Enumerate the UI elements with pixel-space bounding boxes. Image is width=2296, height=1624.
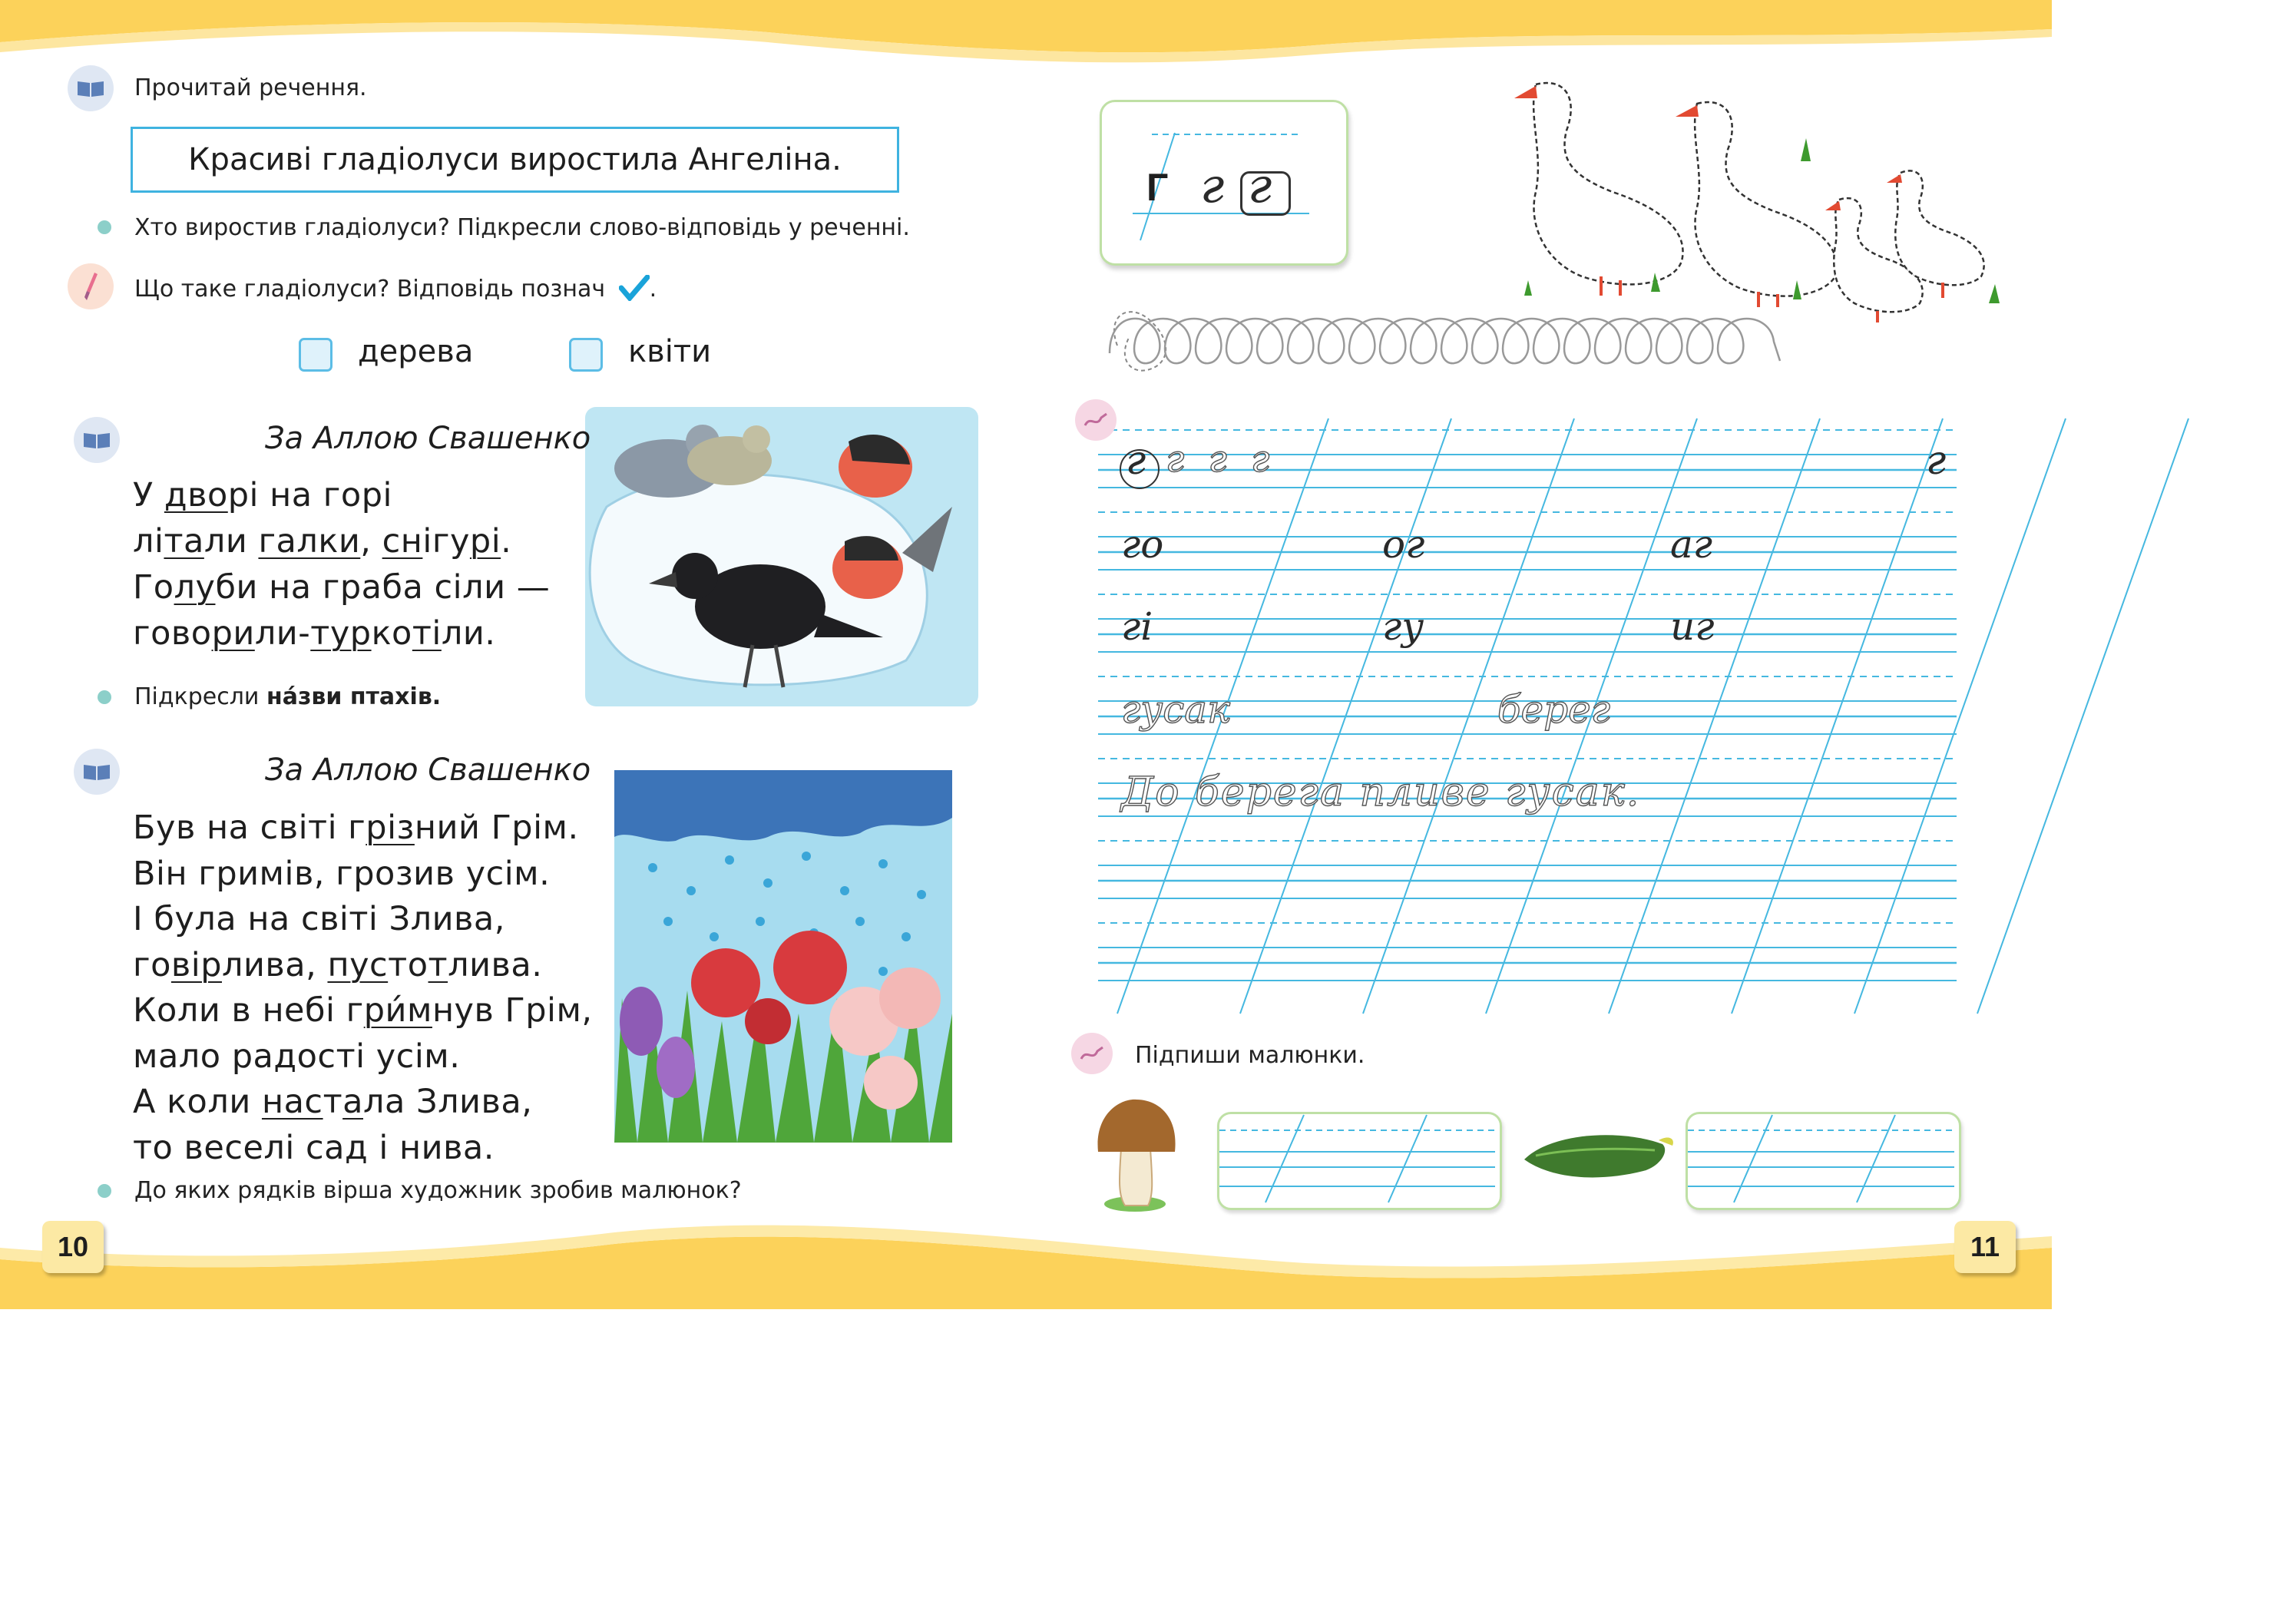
underlined-syllable: т (428, 945, 448, 984)
choice-label-derevo: дерева (358, 334, 474, 369)
pen-icon (1075, 399, 1117, 441)
task-underline-birds-bold: на́зви птахів. (266, 683, 442, 710)
birds-illustration (585, 407, 978, 706)
poem-text-segment: . (501, 522, 512, 561)
poem2-text (133, 809, 593, 1174)
poem-line (133, 1083, 593, 1129)
poem-text-segment: т (323, 1083, 343, 1121)
cursive-letter-circled: г (1248, 157, 1272, 213)
instruction-read-sentence: Прочитай речення. (134, 74, 367, 101)
poem-line (133, 855, 593, 901)
underlined-syllable: а (342, 1083, 363, 1121)
choice-label-kvity: квіти (628, 334, 712, 369)
row2-item2: ог (1382, 522, 1425, 567)
task-underline-birds-plain: Підкресли (134, 683, 266, 710)
row1-last: г (1926, 438, 1947, 484)
question-what-is-end: . (649, 276, 657, 303)
loop-pattern-wave (1110, 319, 1780, 363)
poem2-author: За Аллою Свашенко (265, 752, 591, 788)
page-number-right: 11 (1954, 1221, 2016, 1273)
poem-line (133, 522, 550, 568)
poem1-author: За Аллою Свашенко (265, 421, 591, 456)
poem-text-segment: І була на світі Злива, (133, 900, 505, 938)
row5-sentence: До берега пливе гусак. (1121, 769, 1641, 815)
poem-line (133, 1037, 593, 1083)
poem-text-segment: Коли в небі г (133, 991, 364, 1030)
caption-box-mushroom[interactable] (1217, 1112, 1502, 1210)
underlined-syllable: ті (412, 614, 442, 653)
book-icon (74, 417, 120, 463)
poem-line (133, 946, 593, 992)
question-which-lines: До яких рядків вірша художник зробив малюнок? (134, 1177, 742, 1204)
poem-line (133, 568, 550, 614)
row1-trace: г г г (1166, 438, 1276, 481)
bullet-dot (98, 1184, 111, 1198)
poem-text-segment: Він гримів, грозив усім. (133, 854, 551, 893)
poem-line (133, 991, 593, 1037)
poem-line (133, 1129, 593, 1175)
mushroom-icon (1098, 1100, 1176, 1212)
underlined-syllable: галки (258, 522, 361, 561)
poem-text-segment: А коли (133, 1083, 262, 1121)
underlined-syllable: лу (174, 568, 216, 607)
rain-flowers-illustration (614, 770, 952, 1143)
poem-text-segment: лива. (448, 945, 543, 984)
poem-text-segment: ний Грім. (414, 809, 579, 847)
underlined-syllable: рі (469, 522, 501, 561)
poem-text-segment: лі (133, 522, 164, 561)
task-underline-birds (134, 683, 441, 710)
poem-line (133, 614, 550, 660)
underlined-syllable: вір (170, 945, 222, 984)
print-letter: Г (1146, 166, 1169, 209)
underlined-syllable: різ (366, 809, 415, 847)
poem-text-segment: ли. (441, 614, 496, 653)
question-what-is (134, 275, 657, 303)
caption-box-cucumber[interactable] (1686, 1112, 1961, 1210)
checkbox-kvity[interactable] (569, 338, 603, 372)
question-what-is-text: Що таке гладіолуси? Відповідь познач (134, 276, 606, 303)
sentence-box: Красиві гладіолуси виростила Ангеліна. (131, 127, 899, 193)
row3-item1: гі (1121, 604, 1153, 649)
underlined-syllable: та (164, 522, 204, 561)
row3-item3: иг (1670, 604, 1715, 649)
poem-text-segment: би на граба сіли — (215, 568, 551, 607)
ruling-line (1977, 418, 2188, 1014)
poem-text-segment: гово (133, 614, 212, 653)
underlined-syllable: ри́м (363, 991, 432, 1030)
underlined-syllable: пус (327, 945, 389, 984)
underlined-syllable: сн (382, 522, 423, 561)
page-number-left: 10 (42, 1221, 104, 1273)
row1-first: г (1126, 438, 1146, 484)
cucumber-icon (1524, 1135, 1673, 1177)
bullet-dot (98, 690, 111, 704)
poem-text-segment: ігу (422, 522, 470, 561)
poem-text-segment: лива, (222, 945, 328, 984)
row2-item1: го (1121, 522, 1164, 567)
poem-text-segment: У (133, 476, 164, 514)
question-who-grew: Хто виростив гладіолуси? Підкресли слово-відповідь у реченні. (134, 214, 910, 241)
poem-line (133, 476, 550, 522)
row3-item2: гу (1382, 604, 1424, 649)
underlined-syllable: нас (261, 1083, 323, 1121)
row4-item2: берег (1497, 687, 1610, 732)
brush-icon (68, 263, 114, 309)
poem-line (133, 809, 593, 855)
poem-text-segment: мало радості усім. (133, 1037, 461, 1076)
poem-text-segment: ла Злива, (363, 1083, 533, 1121)
book-icon (74, 749, 120, 795)
letter-card (1100, 100, 1348, 266)
row4-item1: гусак (1121, 687, 1230, 732)
poem-line (133, 900, 593, 946)
poem-text-segment: Був на світі г (133, 809, 366, 847)
poem-text-segment: ли- (254, 614, 311, 653)
poem-text-segment: то веселі сад і нива. (133, 1128, 495, 1167)
poem-text-segment: ко (371, 614, 412, 653)
poem-text-segment: ли (203, 522, 259, 561)
book-icon (68, 65, 114, 111)
checkbox-derevo[interactable] (299, 338, 332, 372)
cursive-letter: г (1200, 157, 1225, 213)
poem-text-segment: то (388, 945, 428, 984)
poem1-text (133, 476, 550, 660)
task-caption-pictures: Підпиши малюнки. (1135, 1042, 1365, 1069)
poem-text-segment: Го (133, 568, 174, 607)
pen-icon (1071, 1033, 1113, 1074)
writing-grid (1098, 418, 2188, 1014)
underlined-syllable: ри (211, 614, 255, 653)
poem-text-segment: , (360, 522, 382, 561)
check-icon (619, 275, 650, 301)
bullet-dot (98, 220, 111, 234)
poem-text-segment: нув Грім, (432, 991, 593, 1030)
poem-text-segment: го (133, 945, 171, 984)
poem-text-segment: рі на горі (227, 476, 392, 514)
underlined-syllable: тур (310, 614, 372, 653)
row2-item3: аг (1670, 522, 1713, 567)
underlined-syllable: дво (164, 476, 228, 514)
